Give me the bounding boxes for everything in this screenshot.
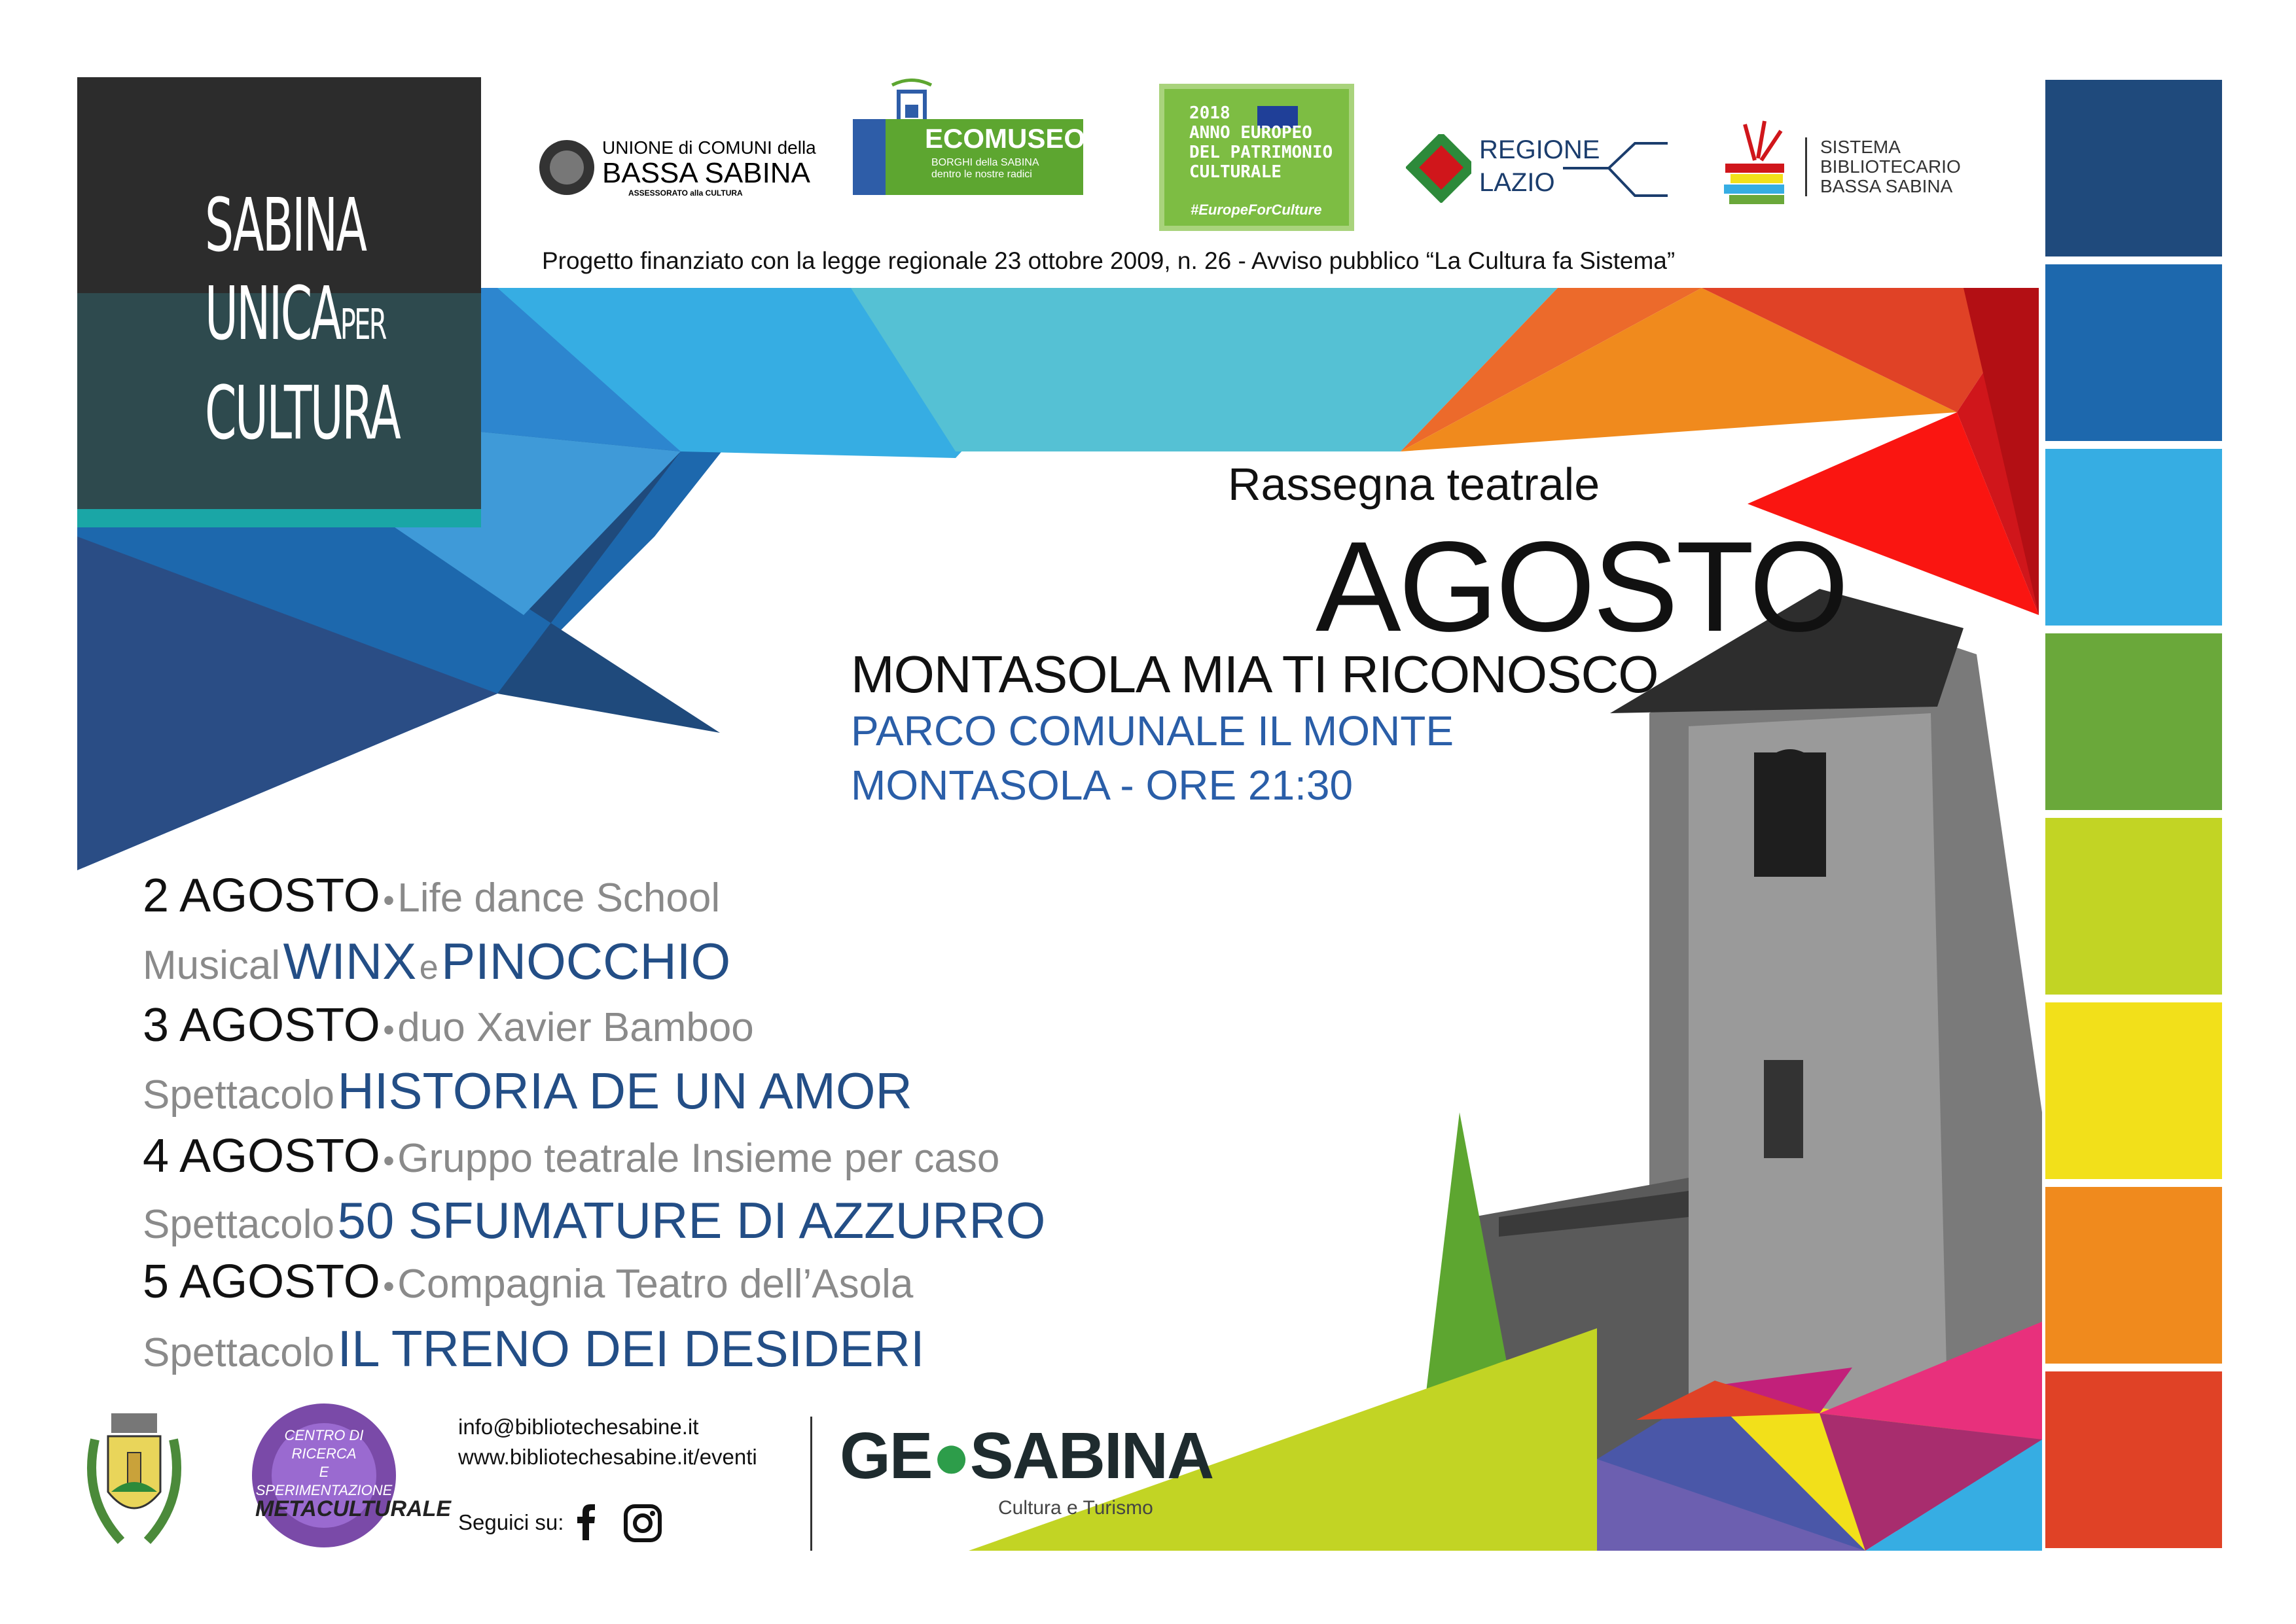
ecomuseo-subtitle: BORGHI della SABINA dentro le nostre radici — [931, 157, 1039, 180]
programme-show-row-1 — [143, 932, 730, 991]
anno-europeo-tag: #EuropeForCulture — [1191, 202, 1322, 218]
brand-line-1: SABINA — [205, 183, 366, 268]
stripe-green — [2045, 633, 2222, 810]
programme-show: PINOCCHIO — [441, 932, 731, 990]
email-link[interactable]: info@bibliotechesabine.it — [458, 1415, 699, 1439]
programme-date-row-1 — [143, 869, 720, 923]
programme-kind: Spettacolo — [143, 1202, 334, 1247]
logo-geosabina — [840, 1419, 1213, 1494]
stripe-light-blue — [2045, 449, 2222, 626]
stripe-dark-blue — [2045, 80, 2222, 256]
programme-joiner: e — [419, 949, 439, 987]
footer-divider — [810, 1417, 812, 1551]
ecomuseo-accent — [853, 119, 886, 195]
regione-line-2: LAZIO — [1479, 168, 1555, 197]
unione-line-1: UNIONE di COMUNI della — [602, 137, 816, 158]
programme-kind: Spettacolo — [143, 1072, 334, 1118]
programme-show: 50 SFUMATURE DI AZZURRO — [337, 1192, 1046, 1249]
stripe-red — [2045, 1371, 2222, 1548]
programme-date: 4 AGOSTO — [143, 1130, 380, 1182]
programme-performer: Compagnia Teatro dell’Asola — [397, 1262, 914, 1307]
logo-regione-lazio — [1406, 134, 1668, 206]
venue-line-2: MONTASOLA - ORE 21:30 — [851, 762, 1354, 809]
programme-date: 2 AGOSTO — [143, 870, 380, 922]
stripe-yellow — [2045, 1002, 2222, 1179]
regione-line-1: REGIONE — [1479, 135, 1600, 164]
programme-show-row-2 — [143, 1061, 912, 1121]
brand-box — [77, 77, 481, 527]
unione-emblem-icon — [537, 137, 597, 198]
ecomuseo-title: ECOMUSEO — [925, 123, 1086, 154]
bullet-icon: • — [383, 882, 395, 919]
rassegna-title: Rassegna teatrale — [1228, 459, 1600, 510]
programme-date: 5 AGOSTO — [143, 1256, 380, 1308]
programme-date: 3 AGOSTO — [143, 999, 380, 1051]
montasola-crest-icon — [75, 1400, 193, 1551]
ecomuseo-box — [853, 119, 1086, 195]
funding-line: Progetto finanziato con la legge regionale 23 ottobre 2009, n. 26 - Avviso pubblico “La Cultura fa Sistema” — [542, 247, 1676, 274]
sistema-divider — [1805, 137, 1807, 196]
anno-europeo-text: 2018 ANNO EUROPEO DEL PATRIMONIO CULTURALE — [1189, 103, 1333, 182]
programme-date-row-4 — [143, 1255, 913, 1309]
bullet-icon: • — [383, 1012, 395, 1048]
footer-contacts — [458, 1412, 757, 1472]
logo-metaculturale — [249, 1400, 452, 1551]
metaculturale-text: CENTRO DI RICERCA E SPERIMENTAZIONE METACULTURALE — [255, 1427, 452, 1521]
regione-lines-icon — [1563, 137, 1668, 202]
brand-line-2: UNICAPER — [205, 272, 386, 357]
logo-anno-europeo — [1159, 84, 1354, 231]
bullet-icon: • — [383, 1142, 395, 1179]
programme-show: WINX — [283, 932, 417, 990]
geo-text-b: SABINA — [969, 1419, 1213, 1492]
follow-label: Seguici su: — [458, 1510, 564, 1534]
logo-unione-bassa-sabina — [537, 137, 816, 201]
brand-box-accent — [77, 509, 481, 527]
programme-performer: Life dance School — [397, 875, 721, 921]
venue-line-1: PARCO COMUNALE IL MONTE — [851, 707, 1454, 754]
brand-line-3: CULTURA — [205, 371, 400, 456]
geo-text-a: GE — [840, 1419, 932, 1492]
map-pin-icon: ● — [931, 1419, 970, 1492]
programme-date-row-3 — [143, 1129, 999, 1183]
facebook-icon[interactable] — [576, 1504, 596, 1540]
bullet-icon: • — [383, 1268, 395, 1305]
brand-title — [205, 182, 399, 458]
instagram-icon[interactable] — [623, 1504, 662, 1543]
programme-show: HISTORIA DE UN AMOR — [337, 1062, 912, 1120]
programme-performer: Gruppo teatrale Insieme per caso — [397, 1136, 1000, 1181]
website-link[interactable]: www.bibliotechesabine.it/eventi — [458, 1445, 757, 1469]
regione-emblem-icon — [1406, 134, 1471, 203]
unione-line-3: ASSESSORATO alla CULTURA — [628, 188, 743, 198]
logo-sistema-bibliotecario — [1719, 118, 1981, 209]
stripe-lime — [2045, 818, 2222, 995]
stripe-blue — [2045, 264, 2222, 441]
stripe-orange — [2045, 1187, 2222, 1364]
event-title: MONTASOLA MIA TI RICONOSCO — [851, 645, 1659, 703]
programme-show: IL TRENO DEI DESIDERI — [337, 1320, 925, 1377]
unione-line-2: BASSA SABINA — [602, 157, 810, 189]
books-icon — [1719, 118, 1804, 209]
programme-show-row-4 — [143, 1319, 925, 1379]
programme-kind: Musical — [143, 943, 281, 988]
geosabina-subtitle: Cultura e Turismo — [998, 1497, 1153, 1519]
programme-date-row-2 — [143, 998, 754, 1052]
programme-performer: duo Xavier Bamboo — [397, 1005, 754, 1050]
sistema-text: SISTEMA BIBLIOTECARIO BASSA SABINA — [1820, 137, 1961, 196]
programme-kind: Spettacolo — [143, 1330, 334, 1375]
month-title: AGOSTO — [1316, 515, 1847, 658]
programme-show-row-3 — [143, 1191, 1045, 1250]
